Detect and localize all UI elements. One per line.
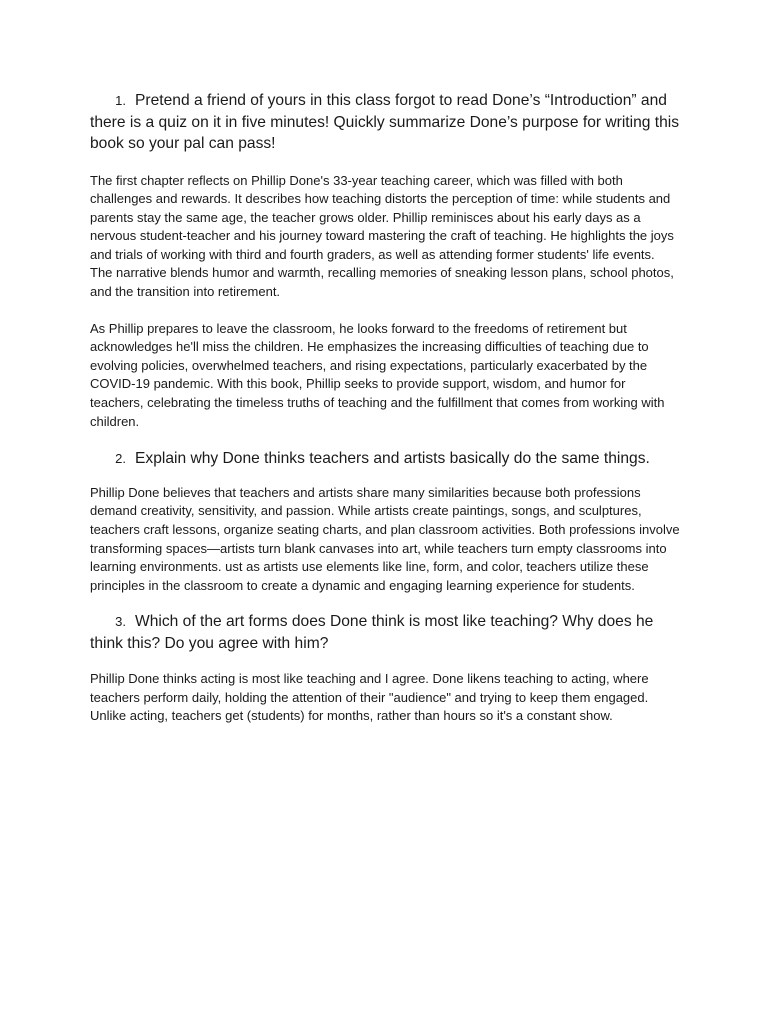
answer-2-paragraph: Phillip Done believes that teachers and artists share many similarities because both professions demand creativity, sensitivity, and passion. While artists create paintings, songs, and sculptures, teachers craft lessons, organize seating charts, and plan classroom activities. Both professions involve transforming spaces—artists turn blank canvases into art, while teachers turn empty classrooms into learning environments. ust as artists use elements like line, form, and color, teachers utilize these principles in the classroom to create a dynamic and engaging learning experience for students. xyxy=(90,484,680,593)
answer-1-paragraph-2: As Phillip prepares to leave the classroom, he looks forward to the freedoms of retirement but acknowledges he'll miss the children. He emphasizes the increasing difficulties of teaching due to evolving policies, overwhelmed teachers, and rising expectations, particularly exacerbated by the COVID-19 pandemic. With this book, Phillip seeks to provide support, wisdom, and humor for teachers, celebrating the timeless truths of teaching and the fulfillment that comes from working with children. xyxy=(90,320,665,429)
document-page xyxy=(90,90,680,726)
question-number: 3. xyxy=(115,614,126,630)
answer-1-paragraph-1: The first chapter reflects on Phillip Done's 33-year teaching career, which was filled with both challenges and rewards. It describes how teaching distorts the perception of time: while students and parents stay the same age, the teacher grows older. Phillip reminisces about his early days as a nervous student-teacher and his journey toward mastering the craft of teaching. He highlights the joys and trials of working with third and fourth graders, as well as attending former students' life events. The narrative blends humor and warmth, recalling memories of sneaking lesson plans, school photos, and the transition into retirement. xyxy=(90,172,674,300)
answer-3-paragraph: Phillip Done thinks acting is most like teaching and I agree. Done likens teaching to acting, where teachers perform daily, holding the attention of their "audience" and trying to keep them engaged. Unlike acting, teachers get (students) for months, rather than hours so it's a constant show. xyxy=(90,671,649,724)
question-number: 2. xyxy=(115,451,126,467)
question-2 xyxy=(90,448,680,470)
question-text: Pretend a friend of yours in this class forgot to read Done’s “Introduction” and there is a quiz on it in five minutes! Quickly summarize Done’s purpose for writing this book so your pal can pass! xyxy=(90,92,680,152)
question-number: 1. xyxy=(115,93,126,108)
question-text: Which of the art forms does Done think is most like teaching? Why does he think this? Do you agree with him? xyxy=(90,613,654,652)
question-text: Explain why Done thinks teachers and artists basically do the same things. xyxy=(135,450,650,468)
question-1 xyxy=(90,90,680,155)
question-3 xyxy=(90,611,680,654)
